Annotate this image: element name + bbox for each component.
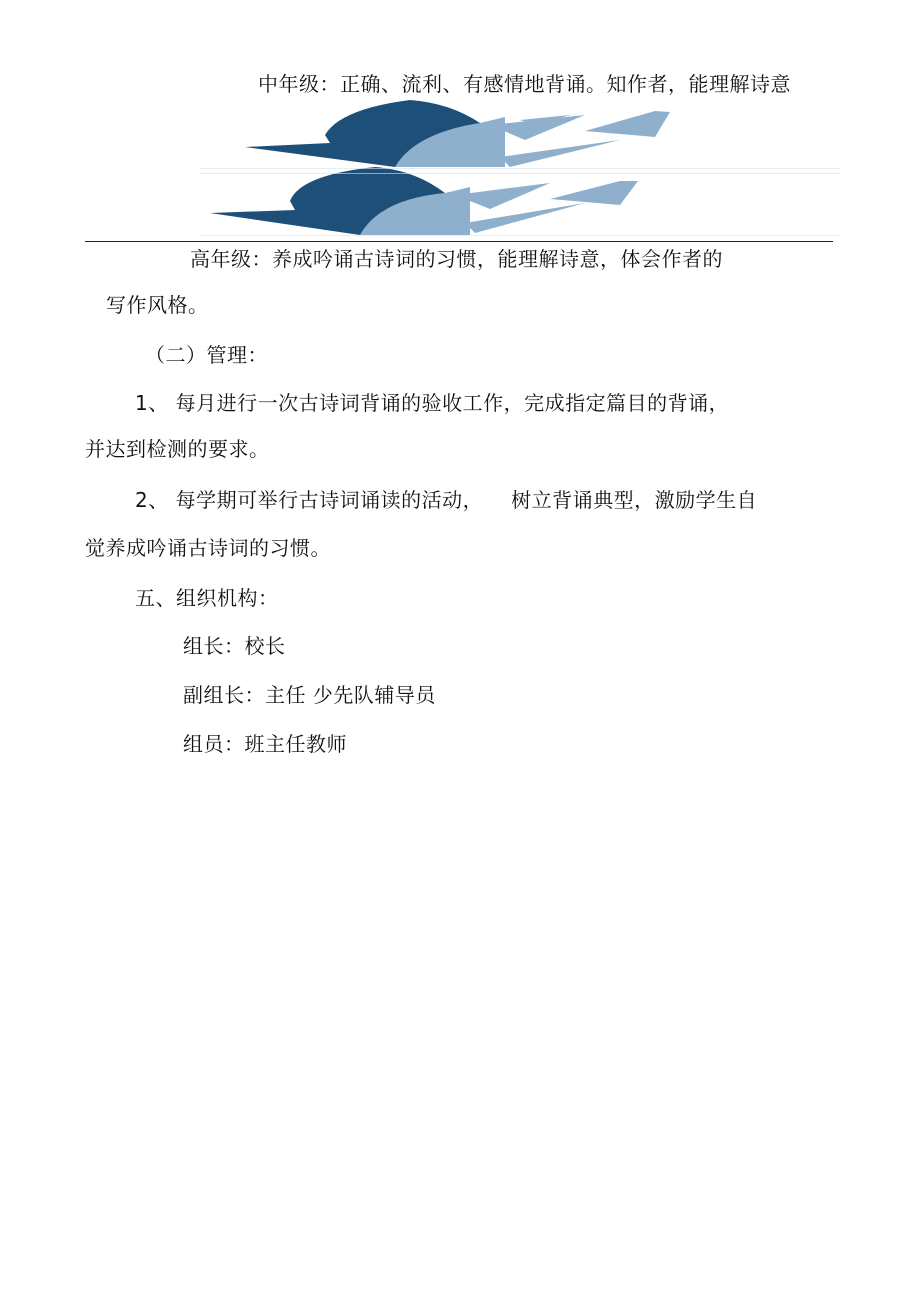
- deputy-label: 副组长：主任: [183, 683, 306, 707]
- decorative-wave-graphic: [200, 95, 840, 245]
- item2-line2: 觉养成吟诵古诗词的习惯。: [85, 536, 331, 560]
- org-heading: 五、组织机构：: [135, 586, 279, 610]
- item2-line1: [135, 488, 757, 512]
- item1-line2: 并达到检测的要求。: [85, 437, 270, 461]
- mid-grade-text: 中年级：正确、流利、有感情地背诵。知作者，能理解诗意: [258, 72, 791, 96]
- deputy-line: [183, 683, 436, 707]
- light-shape-lower-bar-3: [550, 181, 638, 205]
- deputy-extra: 少先队辅导员: [312, 683, 436, 707]
- leader-line: 组长：校长: [183, 634, 286, 658]
- light-shape-lower-bar-1: [465, 203, 585, 233]
- item2-text-b: 树立背诵典型，激励学生自: [511, 488, 758, 512]
- item1-line1: 1、 每月进行一次古诗词背诵的验收工作，完成指定篇目的背诵，: [135, 391, 730, 415]
- horizontal-rule: [85, 241, 833, 242]
- item2-text-a: 每学期可举行古诗词诵读的活动，: [175, 488, 484, 512]
- item2-number: 2、: [135, 488, 169, 512]
- management-heading: （二）管理：: [145, 343, 268, 367]
- high-grade-line1: 高年级：养成吟诵古诗词的习惯，能理解诗意，体会作者的: [190, 247, 723, 271]
- light-shape-upper-bar-3: [585, 111, 670, 137]
- high-grade-line2: 写作风格。: [106, 293, 209, 317]
- light-shape-upper-bar-1: [500, 140, 620, 167]
- members-line: 组员：班主任教师: [183, 732, 347, 756]
